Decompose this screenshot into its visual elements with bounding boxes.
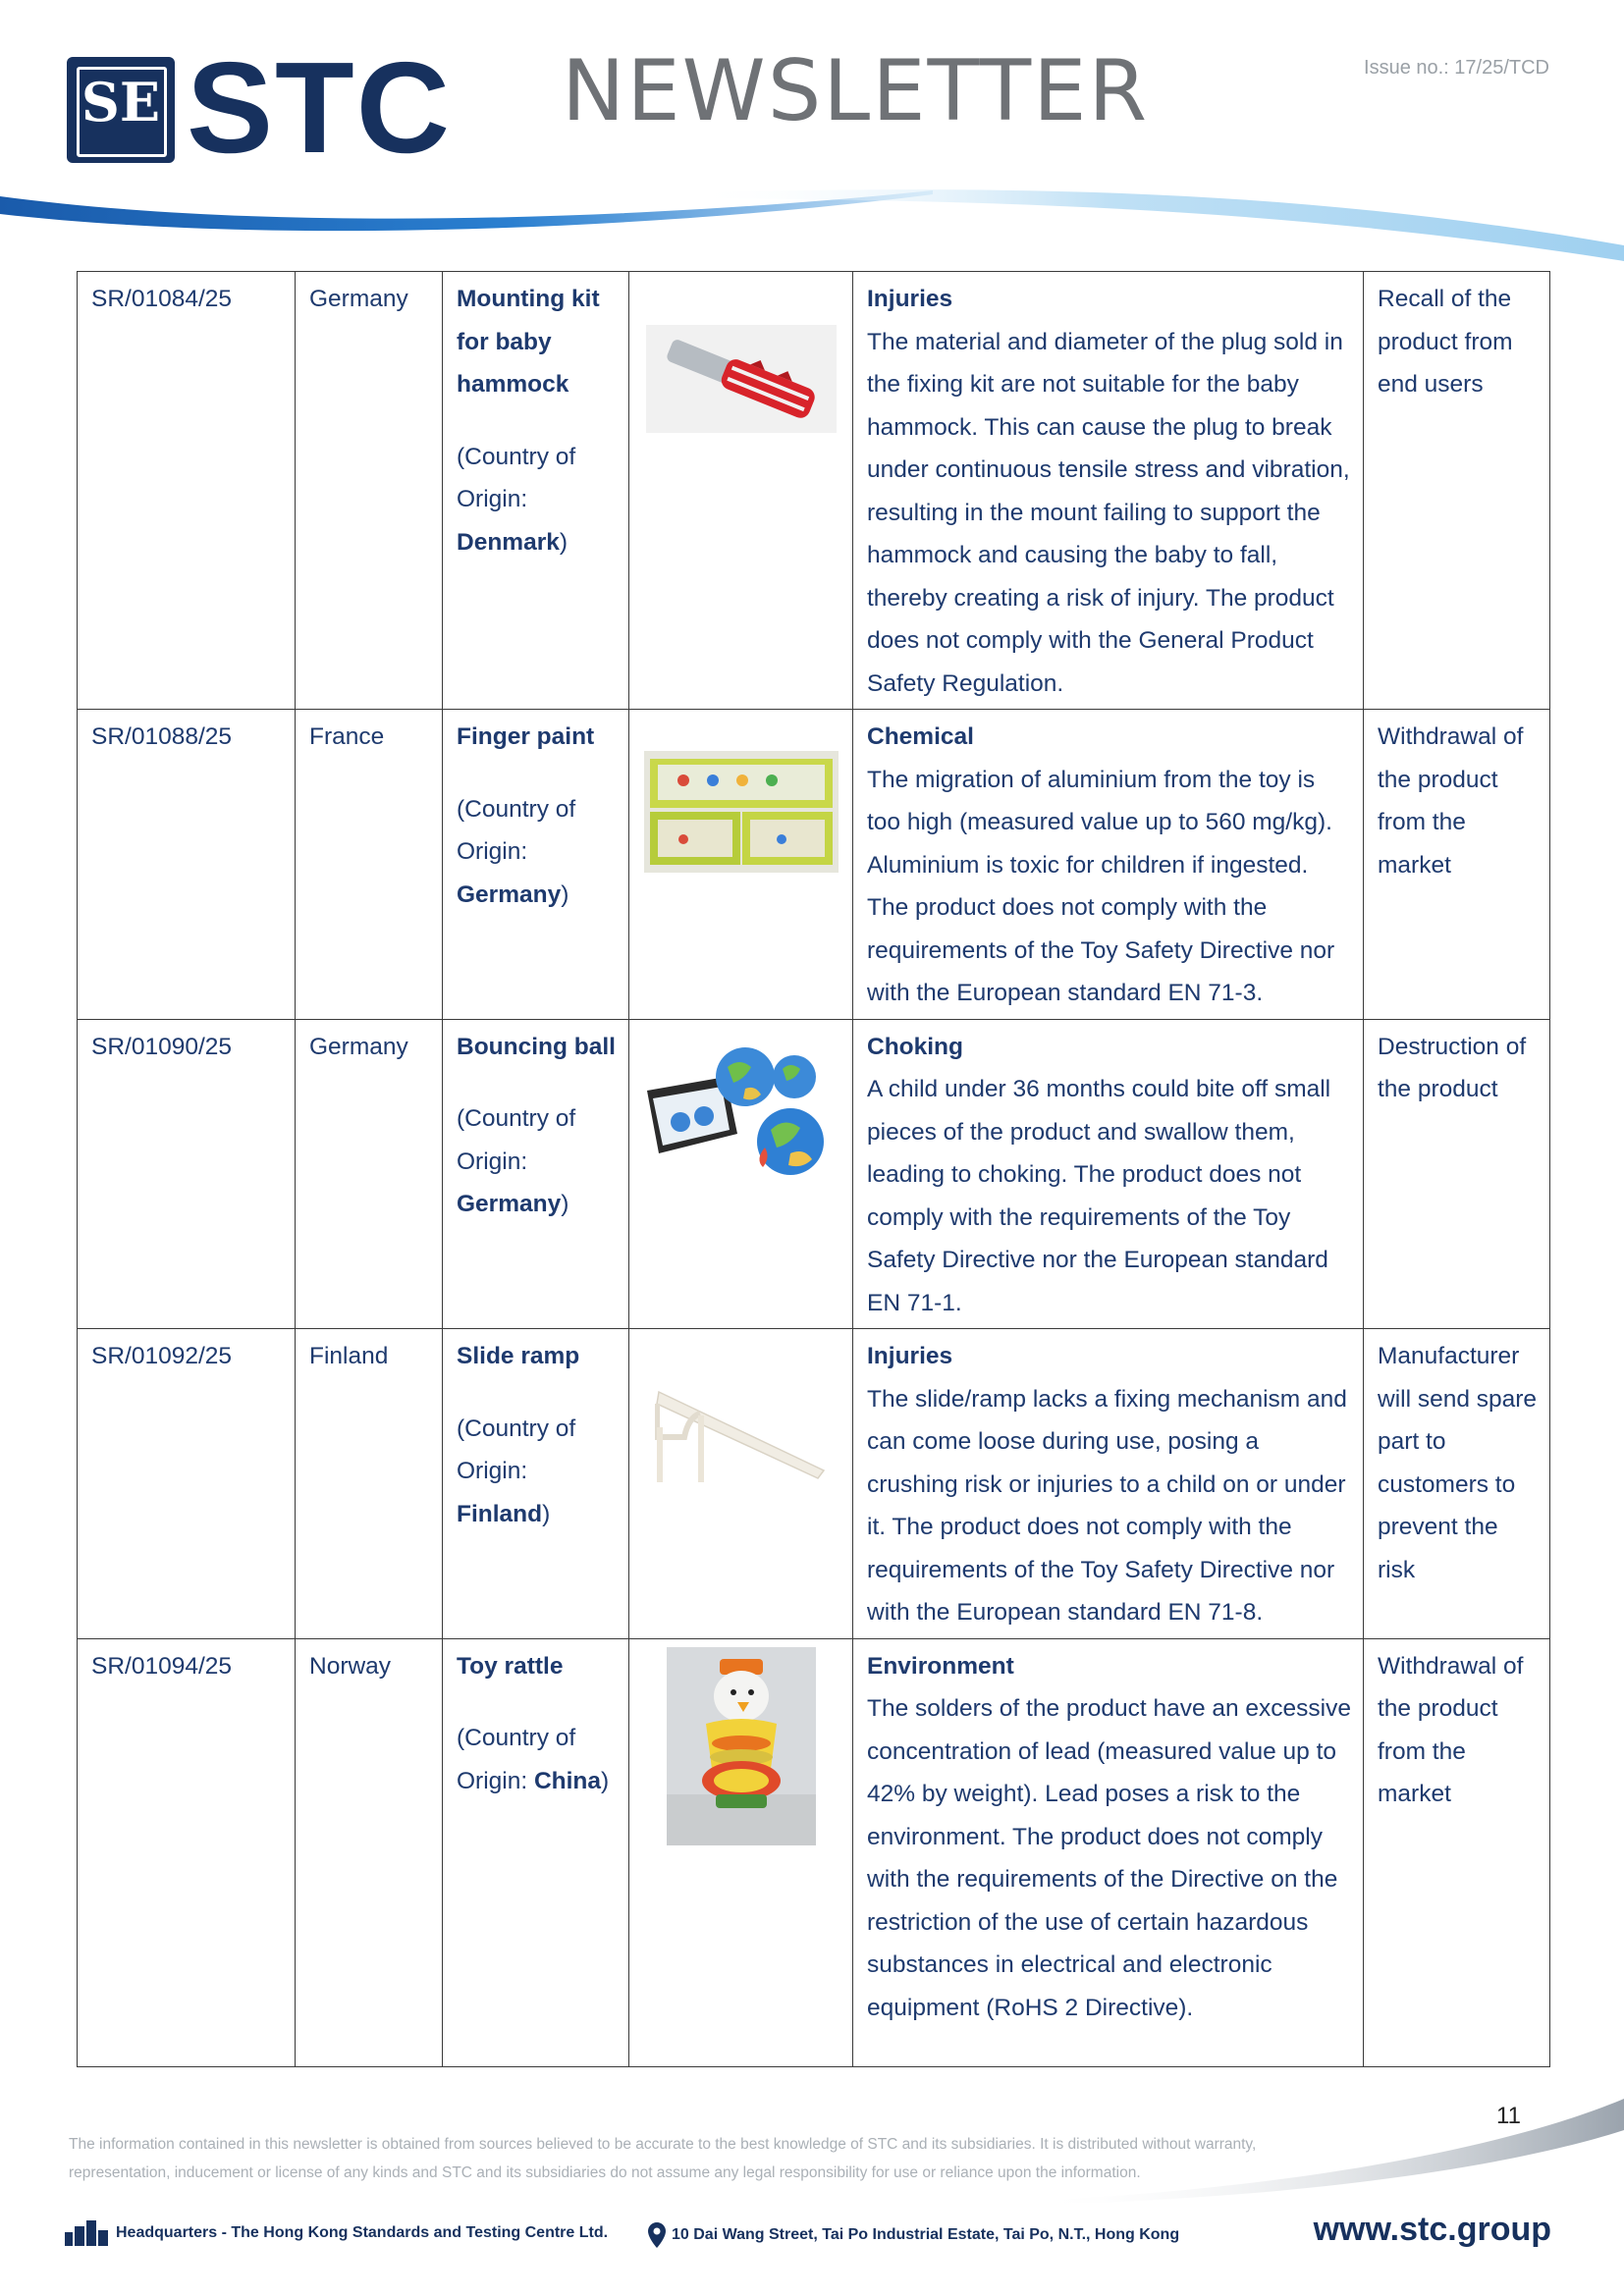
white-slide-ramp-photo xyxy=(655,1388,828,1486)
headquarters-line xyxy=(65,2220,608,2246)
product-name: Mounting kit for baby hammock xyxy=(457,286,600,398)
origin-label: (Country of Origin: xyxy=(457,1725,576,1794)
risk-description: A child under 36 months could bite off small pieces of the product and swallow them, leading to choking. The product does not comply with the requirements of the Toy Safety Directive nor the European standard EN 71-1. xyxy=(867,1076,1331,1316)
risk-cell xyxy=(853,1638,1364,2066)
risk-type: Environment xyxy=(867,1652,1014,1680)
recall-table xyxy=(77,271,1550,2067)
risk-cell xyxy=(853,1329,1364,1639)
measure-cell: Withdrawal of the product from the market xyxy=(1364,710,1550,1020)
reference-cell: SR/01090/25 xyxy=(78,1019,296,1329)
origin-line xyxy=(457,436,619,564)
risk-description: The material and diameter of the plug sold in the fixing kit are not suitable for the baby hammock. This can cause the plug to break under continuous tensile stress and vibration, resulting in the mount failing to support the hammock and causing the baby to fall, thereby creating a risk of injury. The product does not comply with the General Product Safety Regulation. xyxy=(867,328,1350,697)
reference-cell: SR/01088/25 xyxy=(78,710,296,1020)
country-cell: Germany xyxy=(296,272,443,710)
address-text: 10 Dai Wang Street, Tai Po Industrial Estate, Tai Po, N.T., Hong Kong xyxy=(672,2226,1180,2244)
product-cell xyxy=(443,272,629,710)
risk-type: Choking xyxy=(867,1033,963,1060)
country-cell: Germany xyxy=(296,1019,443,1329)
newsletter-title: NEWSLETTER xyxy=(562,42,1150,140)
product-cell xyxy=(443,1329,629,1639)
origin-close: ) xyxy=(601,1767,610,1794)
origin-line xyxy=(457,788,619,917)
product-name: Toy rattle xyxy=(457,1652,564,1680)
origin-label: (Country of Origin: xyxy=(457,795,576,865)
stc-emblem-icon: SE xyxy=(67,57,175,163)
origin-close: ) xyxy=(542,1500,551,1527)
origin-country: China xyxy=(533,1767,602,1794)
disclaimer-text: The information contained in this newsletter is obtained from sources believed to be accurate to the best knowledge of STC and its subsidiaries. It is distributed without warranty, representation, inducement or license of any kinds and STC and its subsidiaries do not assume any legal responsibility for use or reliance upon the information. xyxy=(69,2136,1257,2181)
reference-cell: SR/01094/25 xyxy=(78,1638,296,2066)
origin-country: Denmark xyxy=(457,528,560,556)
reference-cell: SR/01092/25 xyxy=(78,1329,296,1639)
building-icon xyxy=(65,2220,108,2246)
measure-cell: Recall of the product from end users xyxy=(1364,272,1550,710)
risk-cell xyxy=(853,272,1364,710)
risk-description: The migration of aluminium from the toy is too high (measured value up to 560 mg/kg). Aluminium is toxic for children if ingested. The product does not comply with the requirements of the Toy Safety Directive nor with the European standard EN 71-3. xyxy=(867,766,1335,1006)
website-link[interactable]: www.stc.group xyxy=(1313,2211,1551,2248)
product-image-cell xyxy=(629,1638,853,2066)
product-cell xyxy=(443,710,629,1020)
measure-cell: Withdrawal of the product from the market xyxy=(1364,1638,1550,2066)
table-row xyxy=(78,1638,1550,2066)
product-image-cell xyxy=(629,272,853,710)
risk-type: Injuries xyxy=(867,286,953,312)
stc-logo xyxy=(67,35,469,180)
origin-line xyxy=(457,1097,619,1226)
page-number: 11 xyxy=(1496,2103,1521,2129)
measure-cell: Manufacturer will send spare part to customers to prevent the risk xyxy=(1364,1329,1550,1639)
risk-type: Injuries xyxy=(867,1343,953,1369)
origin-close: ) xyxy=(559,528,568,556)
origin-label: (Country of Origin: xyxy=(457,1105,576,1175)
origin-line xyxy=(457,1717,619,1802)
country-cell: Finland xyxy=(296,1329,443,1639)
origin-label: (Country of Origin: xyxy=(457,443,576,512)
risk-cell xyxy=(853,1019,1364,1329)
table-row xyxy=(78,1329,1550,1639)
table-row xyxy=(78,272,1550,710)
risk-description: The slide/ramp lacks a fixing mechanism and can come loose during use, posing a crushing risk or injuries to a child on or under it. The product does not comply with the requirements of the Toy Safety Directive nor with the European standard EN 71-8. xyxy=(867,1385,1347,1626)
origin-country: Germany xyxy=(457,1191,562,1217)
headquarters-text: Headquarters - The Hong Kong Standards and Testing Centre Ltd. xyxy=(116,2224,609,2242)
globe-bouncing-balls-photo xyxy=(643,1040,839,1187)
product-cell xyxy=(443,1019,629,1329)
address-line xyxy=(648,2222,1179,2248)
origin-line xyxy=(457,1408,619,1536)
origin-label: (Country of Origin: xyxy=(457,1415,576,1484)
product-image-cell xyxy=(629,710,853,1020)
product-name: Slide ramp xyxy=(457,1343,580,1369)
product-name: Bouncing ball xyxy=(457,1033,616,1060)
origin-close: ) xyxy=(561,1191,569,1217)
issue-number: Issue no.: 17/25/TCD xyxy=(1364,57,1549,79)
table-row xyxy=(78,710,1550,1020)
product-cell xyxy=(443,1638,629,2066)
product-image-cell xyxy=(629,1329,853,1639)
duck-toy-rattle-photo xyxy=(667,1647,816,1845)
risk-description: The solders of the product have an excessive concentration of lead (measured value up to 42% by weight). Lead poses a risk to the environment. The product does not comply with the requirements of the Directive on the restriction of the use of certain hazardous substances in electrical and electronic equipment (RoHS 2 Directive). xyxy=(867,1695,1352,2021)
product-image-cell xyxy=(629,1019,853,1329)
measure-cell: Destruction of the product xyxy=(1364,1019,1550,1329)
product-name: Finger paint xyxy=(457,723,595,750)
logo-wordmark: STC xyxy=(187,35,452,180)
risk-cell xyxy=(853,710,1364,1020)
finger-paint-boxes-photo xyxy=(644,751,839,873)
country-cell: Norway xyxy=(296,1638,443,2066)
table-row xyxy=(78,1019,1550,1329)
red-wall-plug-photo xyxy=(646,325,837,433)
risk-type: Chemical xyxy=(867,723,974,750)
origin-close: ) xyxy=(561,881,569,908)
country-cell: France xyxy=(296,710,443,1020)
origin-country: Germany xyxy=(457,881,562,908)
location-pin-icon xyxy=(648,2222,666,2248)
origin-country: Finland xyxy=(457,1500,543,1527)
reference-cell: SR/01084/25 xyxy=(78,272,296,710)
header-swoosh xyxy=(0,177,1624,265)
